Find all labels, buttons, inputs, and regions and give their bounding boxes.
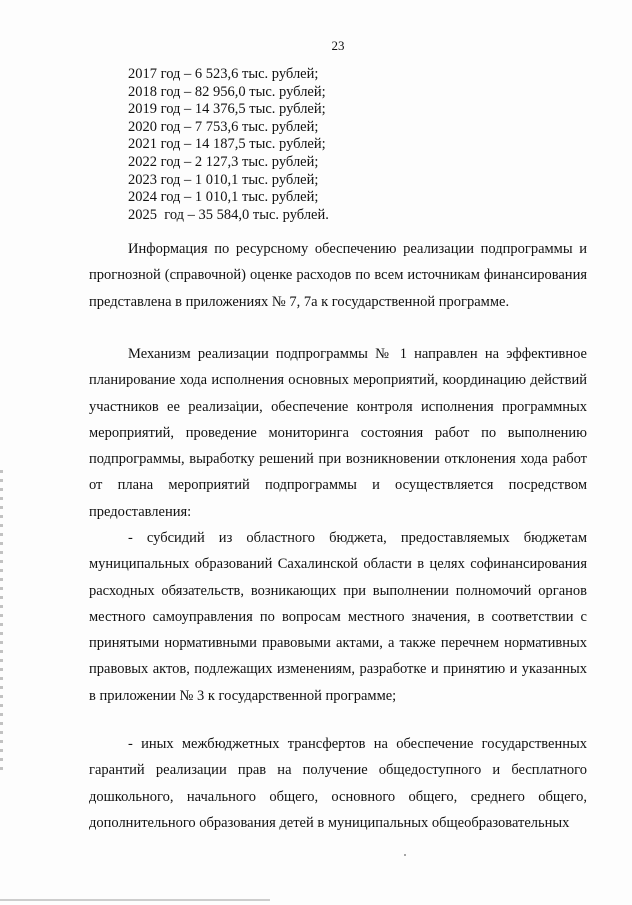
year-item: 2020 год – 7 753,6 тыс. рублей; <box>128 118 319 135</box>
year-item: 2019 год – 14 376,5 тыс. рублей; <box>128 101 326 118</box>
scan-edge-artifact <box>0 470 3 770</box>
scan-speck <box>404 854 406 856</box>
scan-bottom-artifact <box>0 899 270 901</box>
year-item: 2023 год – 1 010,1 тыс. рублей; <box>128 171 319 188</box>
year-item: 2022 год – 2 127,3 тыс. рублей; <box>128 153 319 170</box>
year-item: 2025 год – 35 584,0 тыс. рублей. <box>128 206 329 223</box>
subsidies-paragraph: - субсидий из областного бюджета, предоставляемых бюджетам муниципальных образований Сахалинской области в целях софинансирования расходных обязательств, возникающих при выполнении полномочий органов местного самоуправления по вопросам местного значения, в соответствии с принятыми нормативными правовыми актами, а также перечнем нормативных правовых актов, подлежащих изменениям, разработке и принятию и указанных в приложении № 3 к государственной программе; <box>89 530 587 704</box>
year-item: 2021 год – 14 187,5 тыс. рублей; <box>128 136 326 153</box>
year-item: 2018 год – 82 956,0 тыс. рублей; <box>128 83 326 100</box>
funding-by-year-list <box>128 66 329 224</box>
year-item: 2024 год – 1 010,1 тыс. рублей; <box>128 189 319 206</box>
year-item: 2017 год – 6 523,6 тыс. рублей; <box>128 66 319 82</box>
page-number: 23 <box>331 38 345 53</box>
resource-info-paragraph: Информация по ресурсному обеспечению реализации подпрограммы и прогнозной (справочной) оценке расходов по всем источникам финансирования представлена в приложениях № 7, 7а к государственной программе. <box>89 241 587 310</box>
transfers-paragraph: - иных межбюджетных трансфертов на обеспечение государственных гарантий реализации прав на получение общедоступного и бесплатного дошкольного, начального общего, основного общего, среднего общего, дополнительного образования детей в муниципальных общеобразовательных <box>89 736 587 831</box>
mechanism-paragraph: Механизм реализации подпрограммы № 1 направлен на эффективное планирование хода исполнения основных мероприятий, координацию действий участников ее реализации, обеспечение контроля исполнения программных мероприятий, проведение мониторинга состояния работ по выполнению подпрограммы, выработку решений при возникновении отклонения хода работ от плана мероприятий подпрограммы и осуществляется посредством предоставления: <box>89 346 587 520</box>
